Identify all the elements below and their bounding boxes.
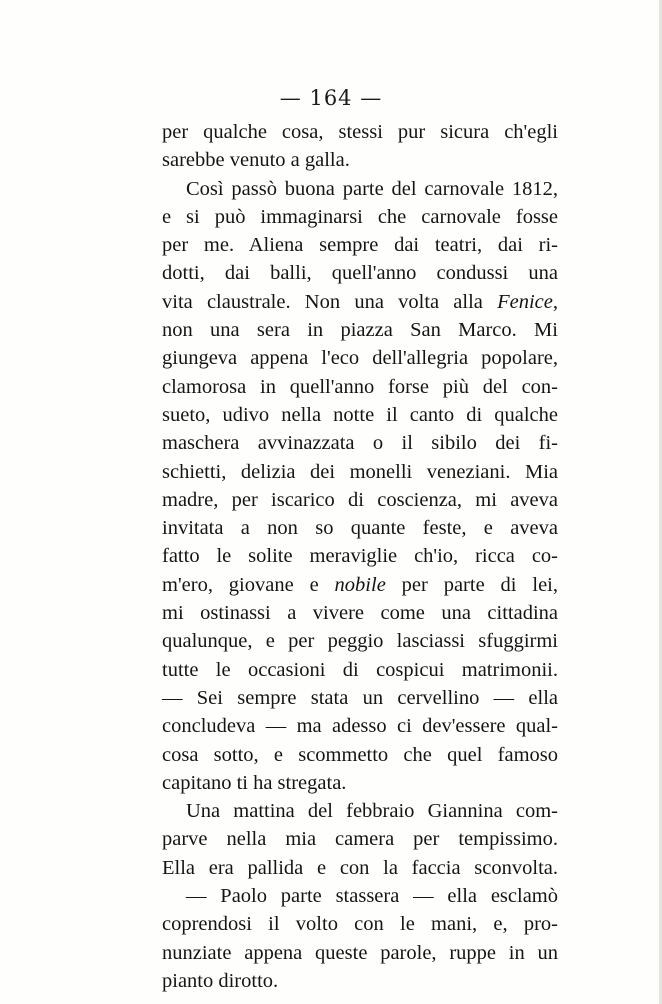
text-line: capitano ti ha stregata. (162, 771, 347, 794)
text-line: giungeva appena l'eco dell'allegria popolare, (162, 347, 558, 370)
text-line: pianto dirotto. (162, 969, 279, 992)
text-line: nunziate appena queste parole, ruppe in un (162, 941, 558, 964)
text-line: fatto le solite meraviglie ch'io, ricca co- (162, 545, 558, 568)
text-line: per qualche cosa, stessi pur sicura ch'egli (162, 121, 558, 143)
text-line: m'ero, giovane e nobile per parte di lei, (162, 573, 558, 596)
text-line: non una sera in piazza San Marco. Mi (162, 319, 558, 342)
italic-word: nobile (334, 573, 386, 596)
text-line: sueto, udivo nella notte il canto di qualche (162, 403, 558, 426)
text-line: vita claustrale. Non una volta alla Fenice, (162, 290, 558, 313)
text-line: madre, per iscarico di coscienza, mi aveva (162, 488, 558, 511)
text-line: parve nella mia camera per tempissimo. (162, 828, 558, 851)
text-line: tutte le occasioni di cospicui matrimonii. (162, 658, 558, 681)
text-line: concludeva — ma adesso ci dev'essere qual- (162, 715, 558, 738)
text-line: qualunque, e per peggio lasciassi sfuggirmi (162, 630, 558, 653)
text-line: Così passò buona parte del carnovale 1812, (186, 177, 558, 200)
text-line: coprendosi il volto con le mani, e, pro- (162, 913, 558, 936)
page-number: — 164 — (279, 86, 383, 110)
text-line: schietti, delizia dei monelli veneziani. Mia (162, 460, 558, 483)
text-line: cosa sotto, e scommetto che quel famoso (162, 743, 558, 766)
text-line: invitata a non so quante feste, e aveva (162, 517, 558, 540)
text-line: Ella era pallida e con la faccia sconvolta. (162, 856, 558, 879)
text-line: sarebbe venuto a galla. (162, 149, 350, 172)
text-line: dotti, dai balli, quell'anno condussi una (162, 262, 558, 285)
italic-word: Fenice (497, 290, 553, 313)
text-line: per me. Aliena sempre dai teatri, dai ri- (162, 234, 558, 257)
text-line: — Sei sempre stata un cervellino — ella (162, 686, 558, 709)
body-text (162, 118, 558, 995)
text-line: mi ostinassi a vivere come una cittadina (162, 602, 558, 625)
text-line: Una mattina del febbraio Giannina com- (186, 800, 558, 823)
text-line: clamorosa in quell'anno forse più del con- (162, 375, 558, 398)
text-line: — Paolo parte stassera — ella esclamò (186, 885, 558, 908)
text-line: maschera avvinazzata o il sibilo dei fi- (162, 432, 558, 455)
text-line: e si può immaginarsi che carnovale fosse (162, 205, 558, 228)
